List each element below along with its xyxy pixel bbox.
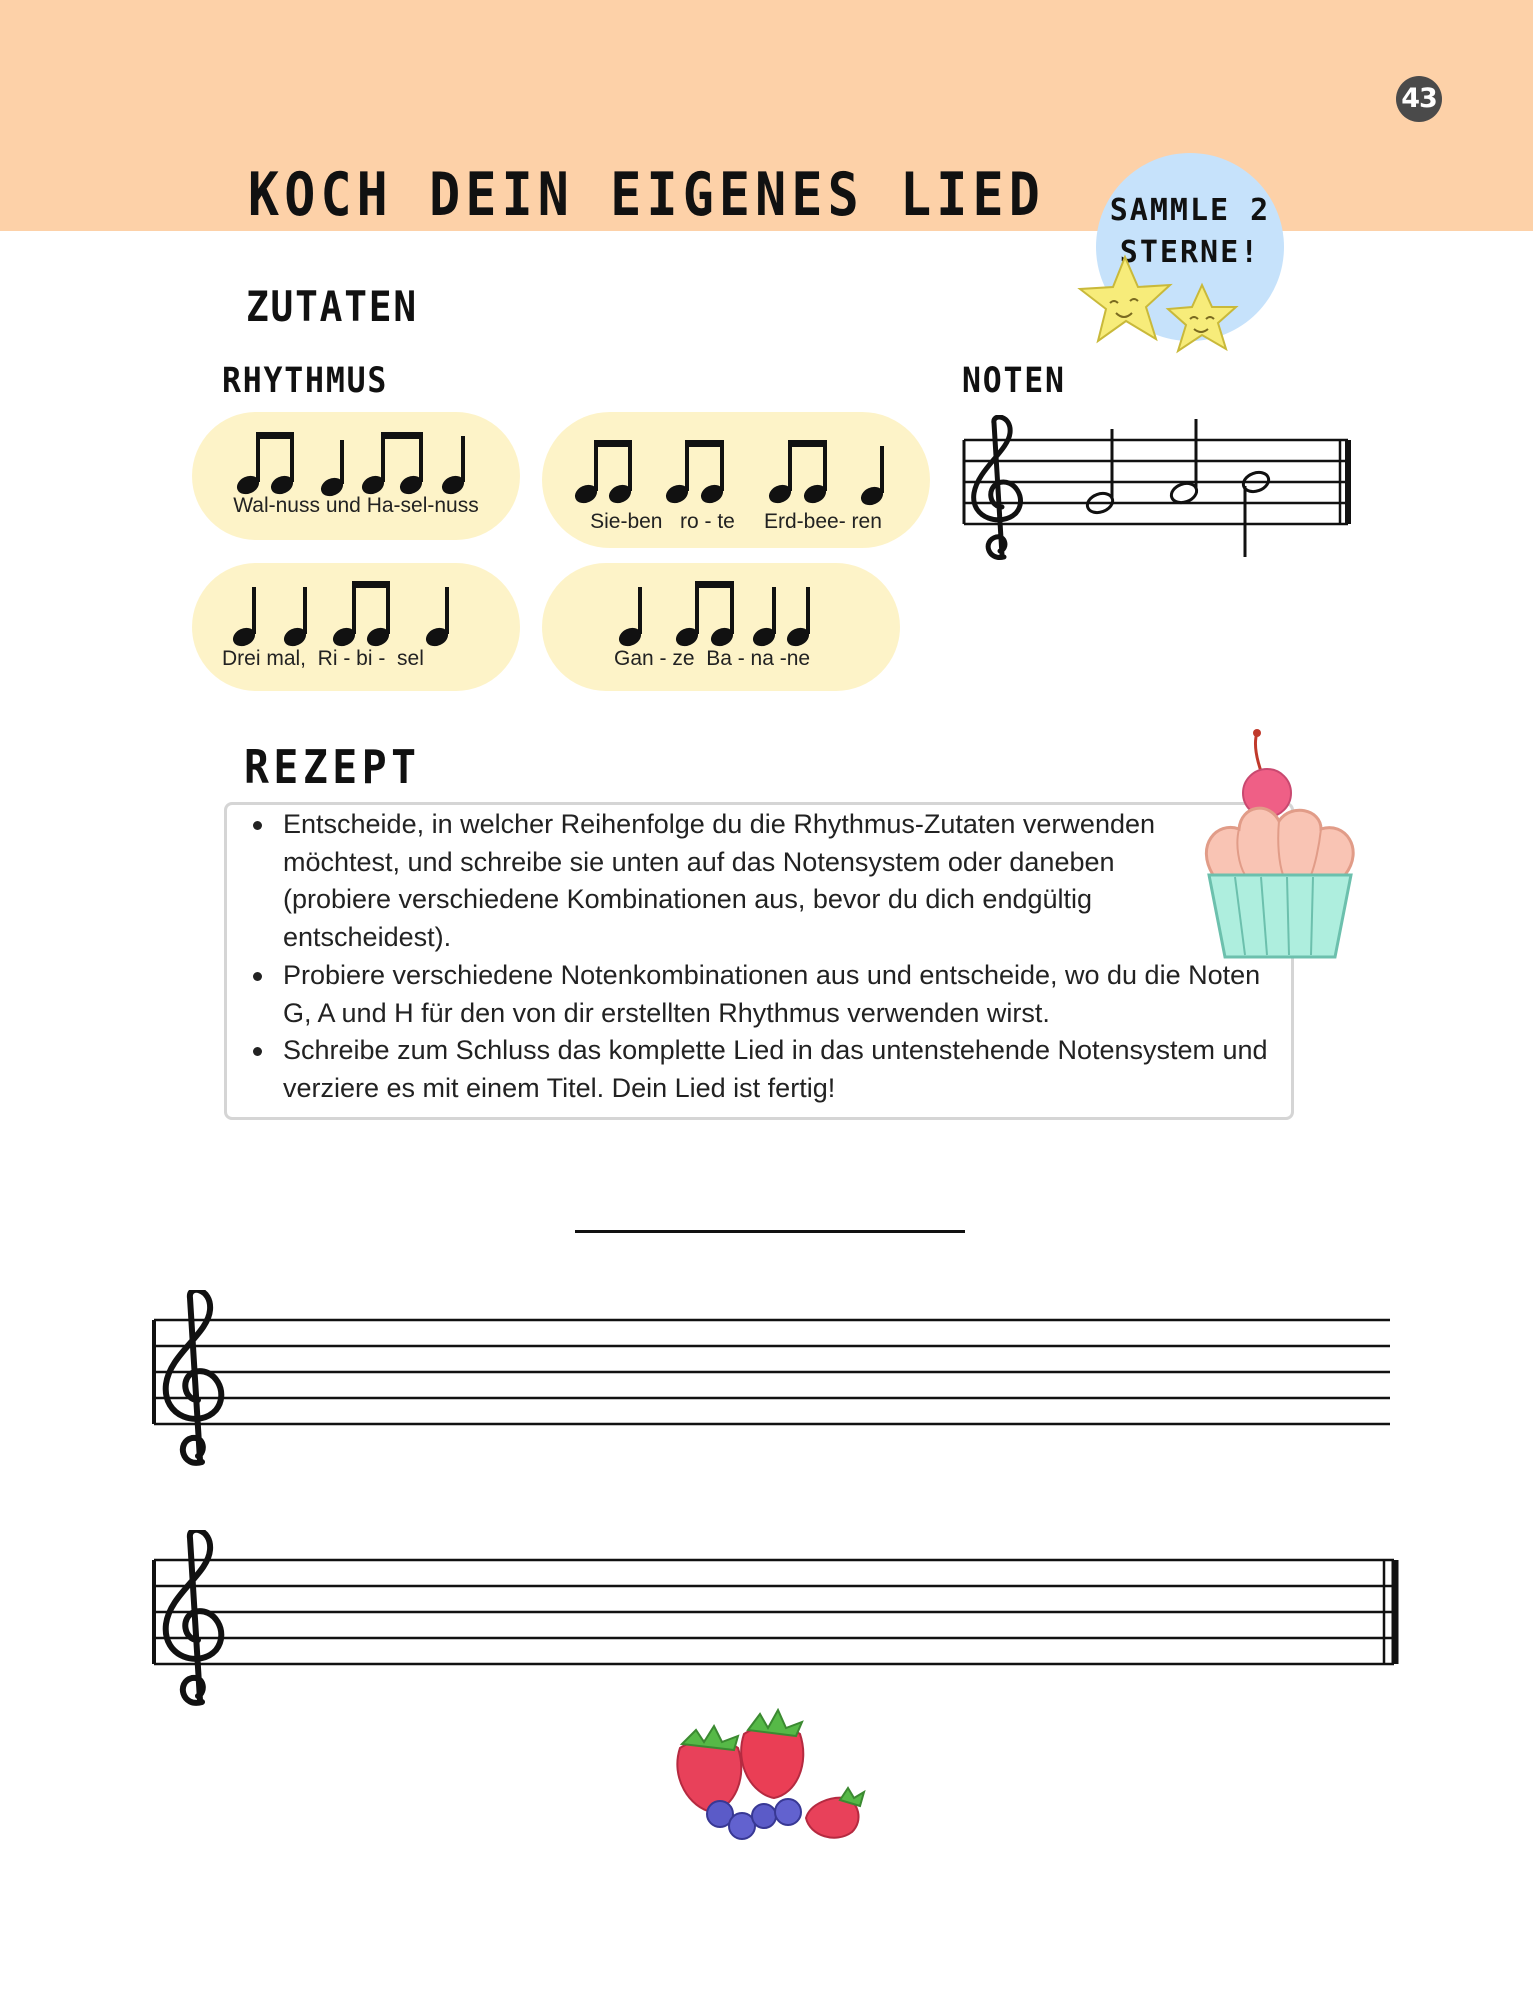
cupcake-icon (1195, 725, 1365, 965)
zutaten-heading: ZUTATEN (246, 282, 418, 331)
badge-line-1: SAMMLE 2 (1109, 193, 1271, 228)
noten-staff (958, 415, 1358, 565)
song-title-line[interactable] (575, 1230, 965, 1233)
treble-clef-icon (974, 417, 1021, 558)
treble-clef-icon (166, 1290, 222, 1463)
empty-staff-1[interactable] (148, 1290, 1398, 1470)
rhythm-pattern-2 (542, 412, 930, 548)
rezept-heading: REZEPT (244, 740, 421, 794)
treble-clef-icon (166, 1530, 222, 1703)
page-number: 43 (1396, 76, 1442, 122)
rhythm-pattern-4 (542, 563, 900, 691)
rhythm-label-1: Wal-nuss und Ha-sel-nuss (233, 494, 479, 517)
recipe-list (235, 806, 1295, 1108)
recipe-step-1: Entscheide, in welcher Reihenfolge du die Rhythmus-Zutaten verwenden möchtest, und schreibe sie unten auf das Notensystem oder daneben (probiere verschiedene Kombinationen aus, bevor du dich endgültig entscheidest). (283, 806, 1295, 957)
rhythm-label-2: Sie-ben ro - te Erd-bee- ren (590, 510, 882, 533)
recipe-step-2: Probiere verschiedene Notenkombinationen aus und entscheide, wo du die Noten G, A und H für den von dir erstellten Rhythmus verwenden wirst. (283, 957, 1295, 1032)
noten-heading: NOTEN (962, 361, 1066, 401)
rhythmus-heading: RHYTHMUS (222, 361, 389, 401)
recipe-step-3: Schreibe zum Schluss das komplette Lied in das untenstehende Notensystem und verziere es mit einem Titel. Dein Lied ist fertig! (283, 1032, 1295, 1107)
rhythm-notes-1 (192, 412, 520, 540)
rhythm-notes-4 (542, 563, 900, 691)
rhythm-label-4: Gan - ze Ba - na -ne (614, 647, 811, 670)
berries-icon (660, 1708, 880, 1848)
rhythm-notes-3 (192, 563, 520, 691)
rhythm-pattern-3 (192, 563, 520, 691)
smiling-stars-icon (1070, 245, 1250, 375)
rhythm-label-3: Drei mal, Ri - bi - sel (222, 647, 424, 670)
rhythm-pattern-1 (192, 412, 520, 540)
badge-line-2: STERNE! (1119, 235, 1261, 270)
empty-staff-2[interactable] (148, 1530, 1408, 1710)
page-title: KOCH DEIN EIGENES LIED (248, 160, 1045, 230)
